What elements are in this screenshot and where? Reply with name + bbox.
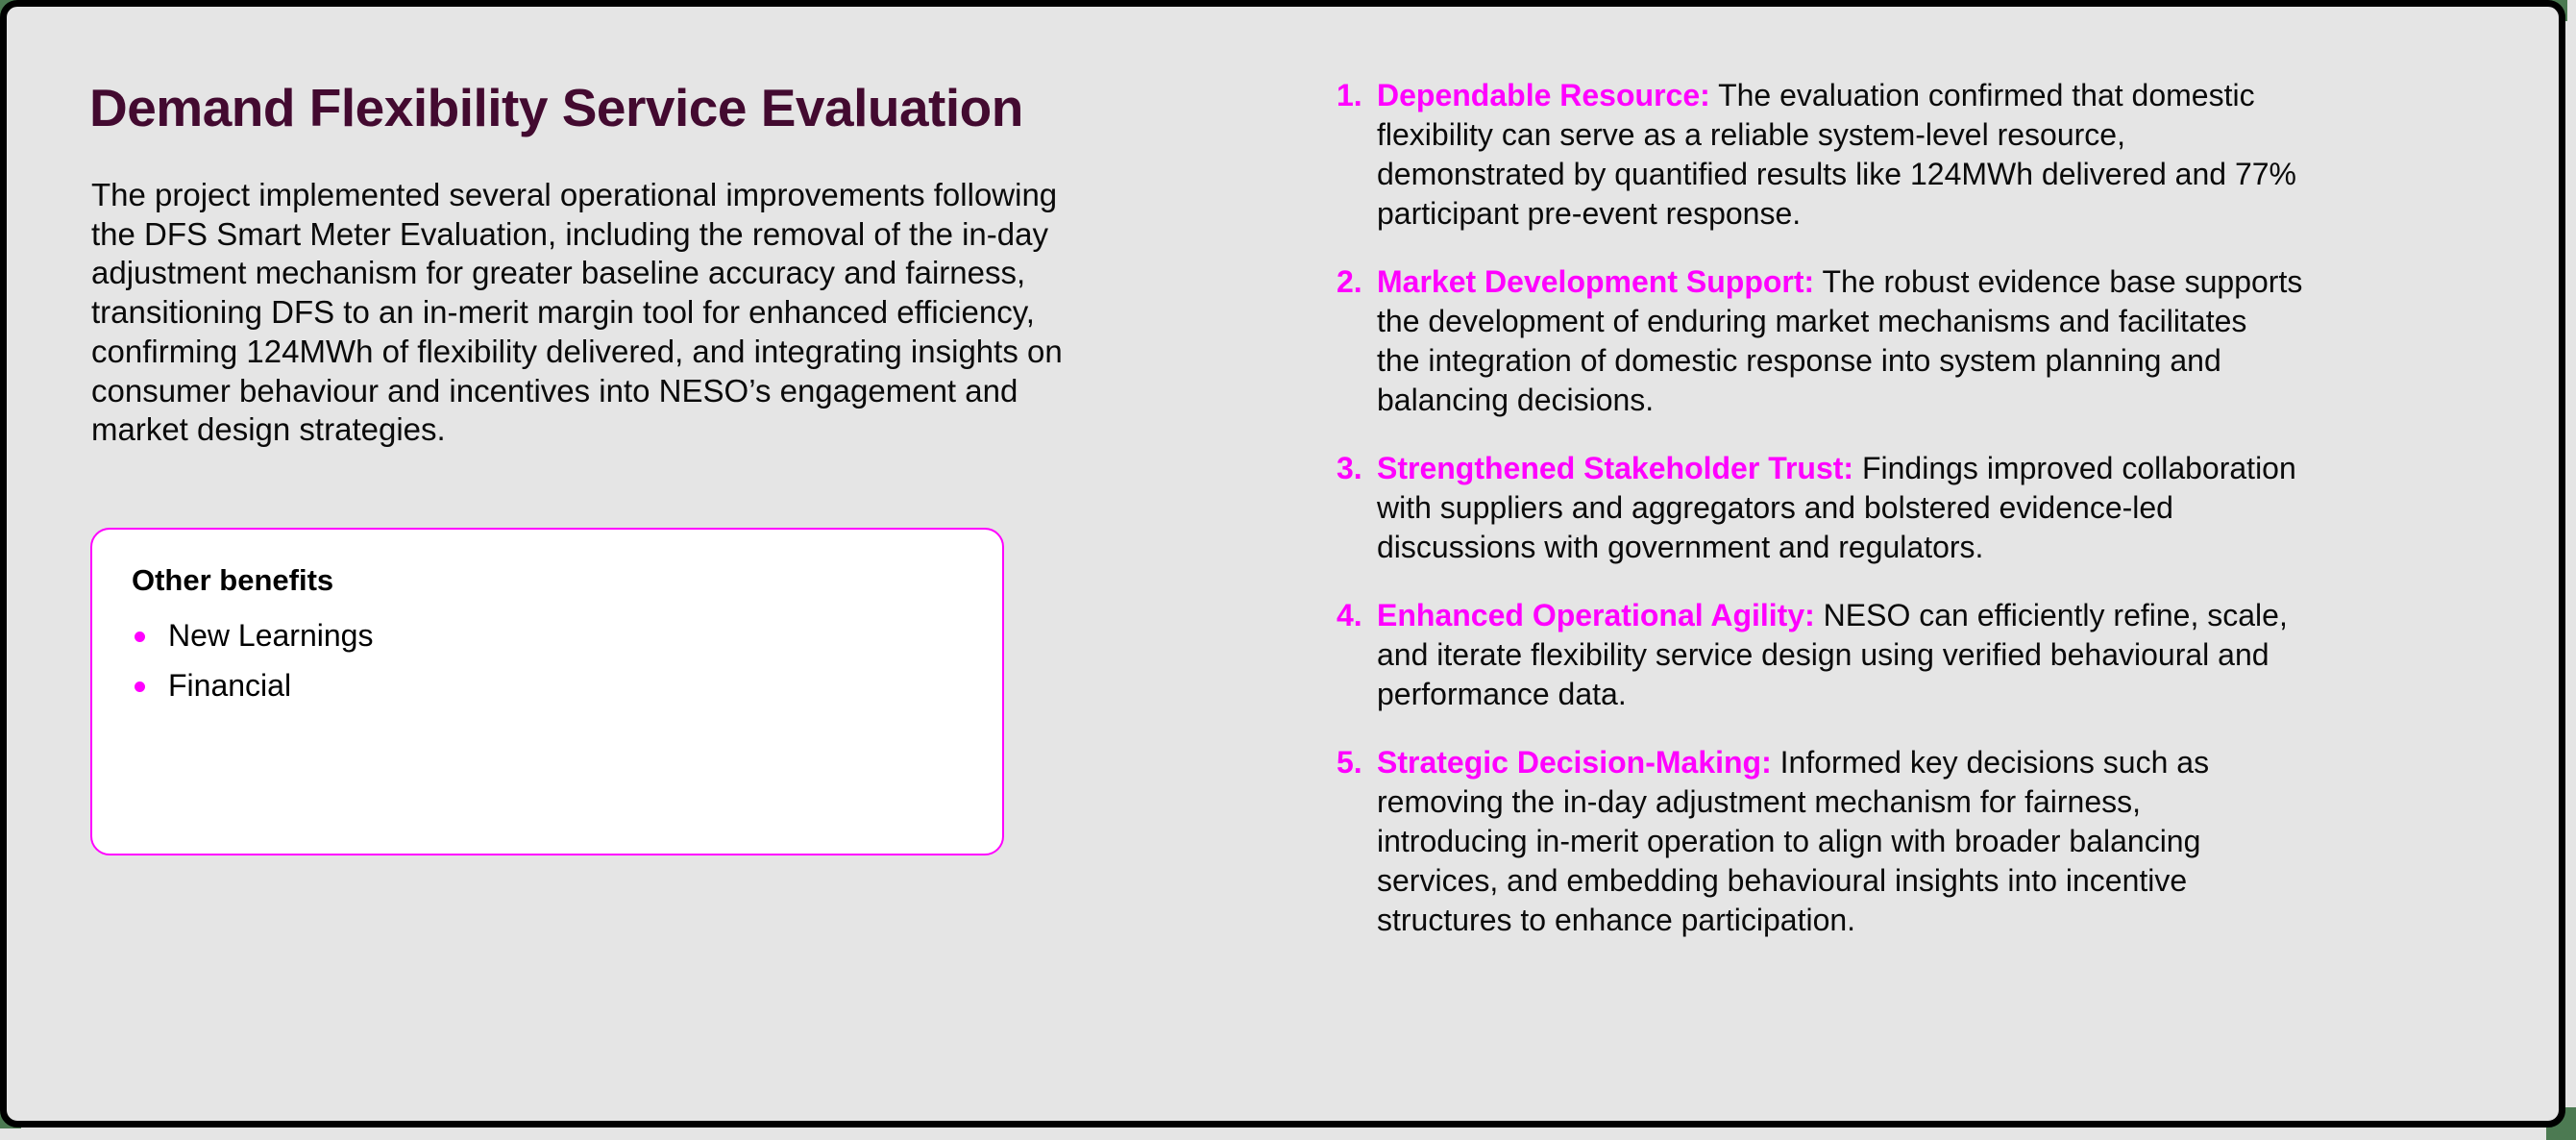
benefit-label: New Learnings — [168, 618, 374, 653]
benefit-label: Financial — [168, 668, 292, 703]
numbered-point — [1337, 262, 2557, 420]
intro-line: The project implemented several operational improvements following — [91, 177, 1058, 212]
benefits-numbered-list — [1337, 76, 2557, 969]
intro-paragraph — [91, 176, 1244, 450]
numbered-point — [1337, 596, 2557, 714]
other-benefits-card — [90, 528, 1004, 855]
bullet-dot-icon — [135, 632, 145, 642]
page-title: Demand Flexibility Service Evaluation — [89, 78, 1023, 137]
point-text: demonstrated by quantified results like 124MWh delivered and 77% — [1377, 157, 2296, 191]
point-text: flexibility can serve as a reliable system-level resource, — [1377, 117, 2125, 152]
numbered-point — [1337, 743, 2557, 940]
point-number: 1. — [1337, 78, 1362, 112]
point-text: the development of enduring market mechanisms and facilitates — [1377, 304, 2247, 338]
point-text: Informed key decisions such as — [1779, 745, 2210, 780]
point-text: the integration of domestic response into system planning and — [1377, 343, 2221, 378]
point-text: removing the in-day adjustment mechanism for fairness, — [1377, 784, 2142, 819]
point-text: introducing in-merit operation to align with broader balancing — [1377, 824, 2201, 858]
intro-line: adjustment mechanism for greater baseline accuracy and fairness, — [91, 255, 1026, 291]
point-text: structures to enhance participation. — [1377, 903, 1856, 937]
point-label: Market Development Support: — [1377, 264, 1815, 299]
point-text: performance data. — [1377, 677, 1627, 711]
point-number: 2. — [1337, 264, 1362, 299]
point-label: Strengthened Stakeholder Trust: — [1377, 451, 1854, 485]
point-text: with suppliers and aggregators and bolstered evidence-led — [1377, 490, 2173, 525]
point-text: The evaluation confirmed that domestic — [1718, 78, 2255, 112]
point-text: participant pre-event response. — [1377, 196, 1802, 231]
point-label: Enhanced Operational Agility: — [1377, 598, 1815, 632]
point-text: discussions with government and regulators. — [1377, 530, 1984, 564]
point-text: NESO can efficiently refine, scale, — [1823, 598, 2288, 632]
point-label: Dependable Resource: — [1377, 78, 1710, 112]
bullet-dot-icon — [135, 682, 145, 692]
point-text: services, and embedding behavioural insights into incentive — [1377, 863, 2188, 898]
point-text: The robust evidence base supports — [1822, 264, 2303, 299]
intro-line: the DFS Smart Meter Evaluation, including the removal of the in-day — [91, 215, 1048, 252]
point-label: Strategic Decision-Making: — [1377, 745, 1772, 780]
numbered-point — [1337, 449, 2557, 567]
point-text: Findings improved collaboration — [1861, 451, 2296, 485]
intro-line: consumer behaviour and incentives into NESO’s engagement and — [91, 372, 1018, 409]
other-benefits-list — [132, 610, 373, 710]
intro-line: confirming 124MWh of flexibility delivered, and integrating insights on — [91, 333, 1063, 369]
point-number: 5. — [1337, 745, 1362, 780]
point-number: 4. — [1337, 598, 1362, 632]
other-benefits-title: Other benefits — [132, 563, 334, 597]
numbered-point — [1337, 76, 2557, 234]
intro-line: transitioning DFS to an in-merit margin tool for enhanced efficiency, — [91, 294, 1035, 331]
point-text: balancing decisions. — [1377, 383, 1655, 417]
point-number: 3. — [1337, 451, 1362, 485]
list-item — [132, 610, 373, 660]
point-text: and iterate flexibility service design using verified behavioural and — [1377, 637, 2269, 672]
intro-line: market design strategies. — [91, 411, 446, 448]
list-item — [132, 660, 373, 710]
